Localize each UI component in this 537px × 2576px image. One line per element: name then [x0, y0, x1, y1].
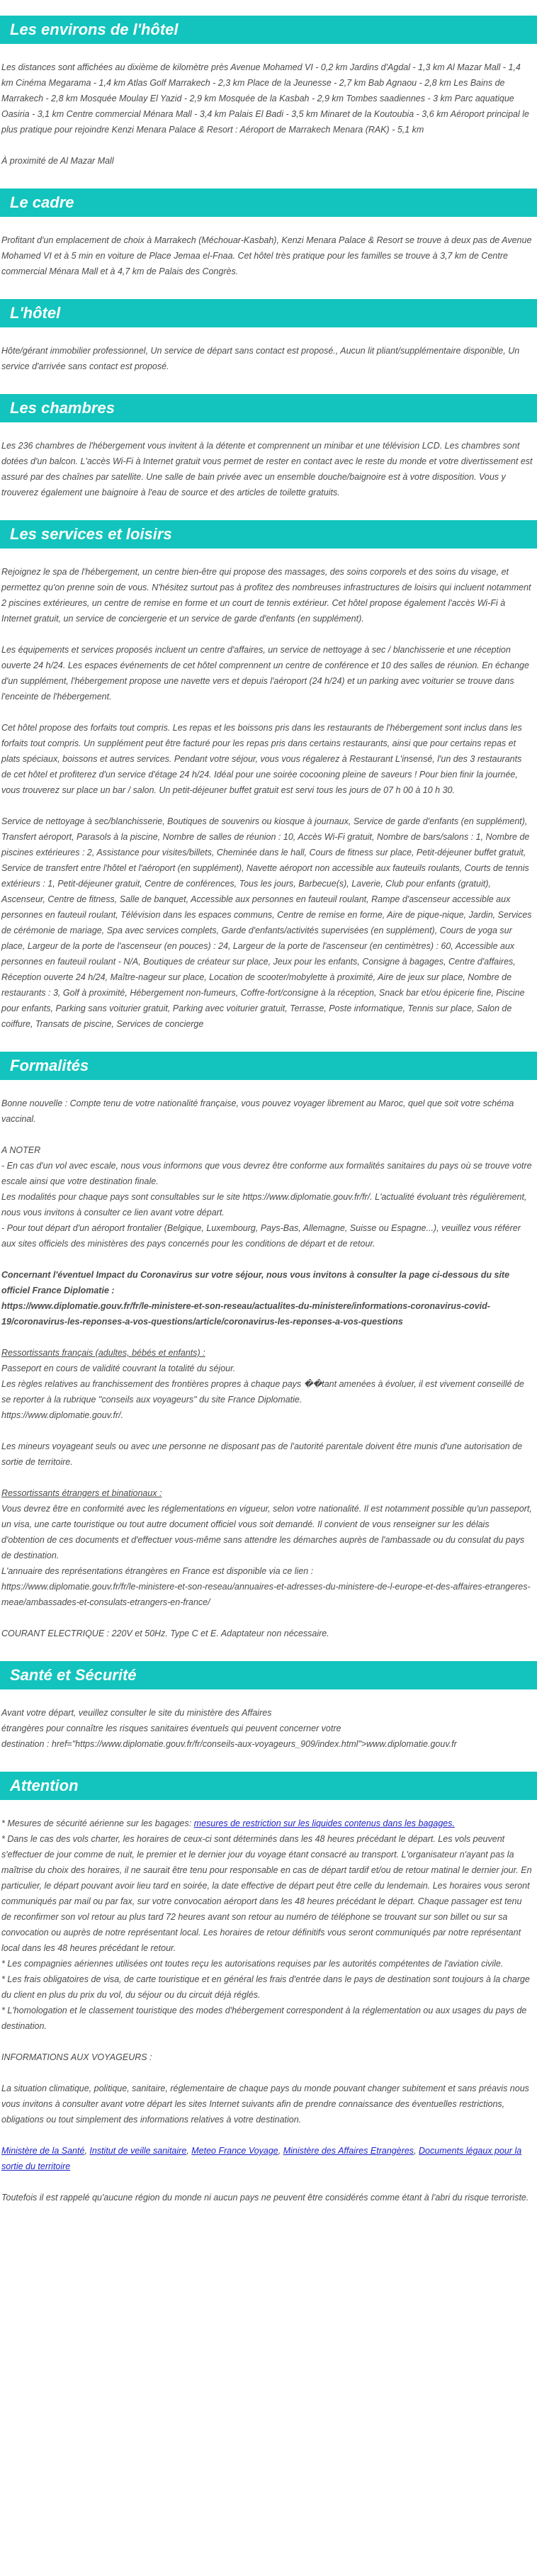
link-affaires-etrangeres[interactable]: Ministère des Affaires Etrangères — [283, 2146, 414, 2156]
link-meteo-france[interactable]: Meteo France Voyage — [191, 2146, 278, 2156]
section-chambres — [0, 394, 537, 500]
attention-info-text: La situation climatique, politique, sanitaire, réglementaire de chaque pays du monde pouvant changer subitement et sans préavis nous vous invitons à consulter avant votre départ les sites Internet suivants afin de prendre connaissance des éventuelles restrictions, obligations ou tout simplement des informations relatives à votre destination. — [1, 2083, 529, 2125]
formalites-note-text: - En cas d'un vol avec escale, nous vous informons que vous devrez être conforme aux formalités sanitaires du pays où se trouve votre escale ainsi que votre destination finale. Les modalités pour chaque pays sont consultables sur le site https://www.diplomatie.gouv.fr/fr/. L'actualité évoluant très régulièrement, nous vous invitons à consulter ce lien avant votre départ. - Pour tout départ d'un aéroport frontalier (Belgique, Luxembourg, Pays-Bas, Allemagne, Suisse ou Espagne...), veuillez vous référer aux sites officiels des ministères des pays concernés pour les conditions de départ et de retour. — [1, 1161, 532, 1249]
section-heading-hotel: L'hôtel — [0, 299, 537, 327]
attention-baggage-prefix: * Mesures de sécurité aérienne sur les bagages: — [1, 1818, 194, 1828]
sante-text: Avant votre départ, veuillez consulter le site du ministère des Affaires étrangères pour connaître les risques sanitaires éventuels qui peuvent concerner votre destination : href="https://www.diplomatie.gouv.fr/fr/conseils-aux-voyageurs_909/index.html">www.diplomatie.gouv.fr — [1, 1708, 457, 1749]
attention-links: Ministère de la Santé, Institut de veille sanitaire, Meteo France Voyage, Ministère des Affaires Etrangères, Documents légaux pour la sortie du territoire — [1, 2146, 522, 2171]
formalites-intro: Bonne nouvelle : Compte tenu de votre nationalité française, vous pouvez voyager librement au Maroc, quel que soit votre schéma vaccinal. — [1, 1098, 514, 1124]
section-cadre — [0, 189, 537, 279]
section-attention — [0, 1772, 537, 2205]
section-heading-cadre: Le cadre — [0, 189, 537, 217]
section-heading-chambres: Les chambres — [0, 394, 537, 422]
attention-info-title: INFORMATIONS AUX VOYAGEURS : — [1, 2052, 152, 2062]
section-heading-attention: Attention — [0, 1772, 537, 1800]
environs-proximity: À proximité de Al Mazar Mall — [1, 156, 114, 166]
section-hotel — [0, 299, 537, 374]
link-documents-legaux[interactable]: Documents légaux pour la sortie du territoire — [1, 2146, 522, 2171]
attention-baggage-line — [0, 1816, 537, 1831]
hotel-text: Hôte/gérant immobilier professionnel, Un service de départ sans contact est proposé., Aucun lit pliant/supplémentaire disponible, Un service d'arrivée sans contact est proposé. — [1, 346, 520, 371]
environs-text: Les distances sont affichées au dixième de kilomètre près Avenue Mohamed VI - 0,2 km Jardins d'Agdal - 1,3 km Al Mazar Mall - 1,4 km Cinéma Megarama - 1,4 km Atlas Golf Marrakech - 2,3 km Place de la Jeunesse - 2,7 km Bab Agnaou - 2,8 km Les Bains de Marrakech - 2,8 km Mosquée Moulay El Yazid - 2,9 km Mosquée de la Kasbah - 2,9 km Tombes saadiennes - 3 km Parc aquatique Oasiria - 3,1 km Centre commercial Ménara Mall - 3,4 km Palais El Badi - 3,5 km Minaret de la Koutoubia - 3,6 km Aéroport principal le plus pratique pour rejoindre Kenzi Menara Palace & Resort : Aéroport de Marrakech Menara (RAK) - 5,1 km — [1, 62, 529, 135]
cadre-text: Profitant d'un emplacement de choix à Marrakech (Méchouar-Kasbah), Kenzi Menara Palace & Resort se trouve à deux pas de Avenue Mohamed VI et à 5 min en voiture de Place Jemaa el-Fnaa. Cet hôtel très pratique pour les familles se trouve à 3,7 km de Centre commercial Ménara Mall et à 4,7 km de Palais des Congrès. — [1, 235, 532, 276]
link-veille-sanitaire[interactable]: Institut de veille sanitaire — [89, 2146, 187, 2156]
attention-final: Toutefois il est rappelé qu'aucune région du monde ni aucun pays ne peuvent être considérés comme étant à l'abri du risque terroriste. — [1, 2193, 529, 2203]
formalites-fr-text: Passeport en cours de validité couvrant la totalité du séjour. Les règles relatives au franchissement des frontières propres à chaque pays ��tant amenées à évoluer, il est vivement conseillé de se reporter à la rubrique "conseils aux voyageurs" du site France Diplomatie. https://www.diplomatie.gouv.fr/. — [1, 1363, 524, 1420]
services-dining-text: Cet hôtel propose des forfaits tout compris. Les repas et les boissons pris dans les restaurants de l'hébergement sont inclus dans les forfaits tout compris. Un supplément peut être facturé pour les repas pris dans certains restaurants, ainsi que pour certains repas et plats spéciaux, boissons et autres services. Pendant votre séjour, vous vous régalerez à Restaurant L'insensé, l'un des 3 restaurants de cet hôtel et profiterez d'un service d'étage 24 h/24. Idéal pour une soirée cocooning pleine de saveurs ! Pour bien finir la journée, vous trouverez sur place un bar / salon. Un petit-déjeuner buffet gratuit est servi tous les jours de 07 h 00 à 10 h 30. — [1, 723, 522, 795]
section-heading-services: Les services et loisirs — [0, 520, 537, 549]
formalites-fr-title: Ressortissants français (adultes, bébés et enfants) : — [1, 1348, 205, 1358]
section-environs — [0, 16, 537, 169]
formalites-etr-title: Ressortissants étrangers et binationaux : — [1, 1488, 162, 1498]
attention-details: * Dans le cas des vols charter, les horaires de ceux-ci sont déterminés dans les 48 heures précédant le départ. Les vols peuvent s'effectuer de jour comme de nuit, le premier et le dernier jour du voyage étant consacré au transport. L'organisateur n'ayant pas la maîtrise du choix des horaires, il ne saurait être tenu pour responsable en cas de départ tardif et/ou de retour matinal le dernier jour. En particulier, le départ pouvant avoir lieu tard en soirée, la date effective de départ peut être celle du lendemain. Les horaires vous seront communiqués par mail ou par fax, sur votre convocation aéroport dans les 48 heures précédant le départ. Chaque passager est tenu de reconfirmer son vol retour au plus tard 72 heures avant son retour au numéro de téléphone se trouvant sur son billet ou sur sa convocation ou auprès de notre représentant local. Les horaires de retour définitifs vous seront communiqués par notre représentant local dans les 48 heures précédant le retour. * Les compagnies aériennes utilisées ont toutes reçu les autorisations requises par les autorités compétentes de l'aviation civile. * Les frais obligatoires de visa, de carte touristique et en général les frais d'entrée dans le pays de destination sont toujours à la charge du client en plus du prix du vol, du séjour ou du circuit déjà réglés. * L'homologation et le classement touristique des modes d'hébergement correspondent à la réglementation ou aux usages du pays de destination. — [1, 1834, 532, 2031]
section-heading-environs: Les environs de l'hôtel — [0, 16, 537, 44]
section-heading-sante: Santé et Sécurité — [0, 1661, 537, 1689]
page — [0, 16, 537, 2234]
section-services — [0, 520, 537, 1032]
formalites-minors-text: Les mineurs voyageant seuls ou avec une personne ne disposant pas de l'autorité parentale doivent être munis d'une autorisation de sortie de territoire. — [1, 1441, 523, 1467]
section-sante — [0, 1661, 537, 1752]
link-ministere-sante[interactable]: Ministère de la Santé — [1, 2146, 85, 2156]
section-formalites — [0, 1052, 537, 1641]
formalites-electric: COURANT ELECTRIQUE : 220V et 50Hz. Type C et E. Adaptateur non nécessaire. — [1, 1629, 329, 1638]
liquid-restrictions-link[interactable]: mesures de restriction sur les liquides contenus dans les bagages. — [193, 1818, 455, 1828]
services-spa-text: Rejoignez le spa de l'hébergement, un centre bien-être qui propose des massages, des soins corporels et des soins du visage, et permettez qu'on prenne soin de vous. N'hésitez surtout pas à profitez des nombreuses infrastructures de loisirs qui incluent notamment 2 piscines extérieures, un centre de remise en forme et un court de tennis extérieur. Cet hôtel propose également l'accès Wi-Fi à Internet gratuit, un service de conciergerie et un service de garde d'enfants (en supplément). — [1, 567, 531, 624]
formalites-covid-text: Concernant l'éventuel Impact du Coronavirus sur votre séjour, nous vous invitons à consulter la page ci-dessous du site officiel France Diplomatie : https://www.diplomatie.gouv.fr/fr/le-ministere-et-son-reseau/actualites-du-ministere/informations-coronavirus-covid-19/coronavirus-les-reponses-a-vos-questions/article/coronavirus-les-reponses-a-vos-questions — [1, 1270, 510, 1327]
section-heading-formalites: Formalités — [0, 1052, 537, 1080]
chambres-text: Les 236 chambres de l'hébergement vous invitent à la détente et comprennent un minibar et une télévision LCD. Les chambres sont dotées d'un balcon. L'accès Wi-Fi à Internet gratuit vous permet de rester en contact avec le reste du monde et votre divertissement est assuré par des chaînes par satellite. Une salle de bain privée avec un ensemble douche/baignoire est à votre disposition. Vous y trouverez également une baignoire à l'eau de source et des articles de toilette gratuits. — [1, 441, 533, 497]
services-business-text: Les équipements et services proposés incluent un centre d'affaires, un service de nettoyage à sec / blanchisserie et une réception ouverte 24 h/24. Les espaces événements de cet hôtel comprennent un centre de conférence et 10 des salles de réunion. En échange d'un supplément, l'hébergement propose une navette vers et depuis l'aéroport (24 h/24) et un parking avec voiturier se trouve dans l'enceinte de l'hébergement. — [1, 645, 529, 702]
formalites-etr-text: Vous devrez être en conformité avec les réglementations en vigueur, selon votre nationalité. Il est notamment possible qu'un passeport, un visa, une carte touristique ou tout autre document officiel vous soit demandé. Il convient de vous renseigner sur les délais d'obtention de ces documents et d'effectuer vous-même sans attendre les démarches auprès de l'ambassade ou du consulat du pays de destination. L'annuaire des représentations étrangères en France est disponible via ce lien : https://www.diplomatie.gouv.fr/fr/le-ministere-et-son-reseau/annuaires-et-adresses-du-ministere-de-l-europe-et-des-affaires-etrangeres-meae/ambassades-et-consulats-etrangers-en-france/ — [1, 1504, 532, 1607]
services-amenities-list: Service de nettoyage à sec/blanchisserie, Boutiques de souvenirs ou kiosque à journaux, Service de garde d'enfants (en supplément), Transfert aéroport, Parasols à la piscine, Nombre de salles de réunion : 10, Accès Wi-Fi gratuit, Nombre de bars/salons : 1, Nombre de piscines extérieures : 2, Assistance pour visites/billets, Cheminée dans le hall, Cours de fitness sur place, Petit-déjeuner buffet gratuit, Service de transfert entre l'hôtel et l'aéroport (en supplément), Navette aéroport non accessible aux fauteuils roulants, Courts de tennis extérieurs : 1, Petit-déjeuner gratuit, Centre de conférences, Tous les jours, Barbecue(s), Laverie, Club pour enfants (gratuit), Ascenseur, Centre de fitness, Salle de banquet, Accessible aux personnes en fauteuil roulant, Rampe d'ascenseur accessible aux personnes en fauteuil roulant, Télévision dans les espaces communs, Centre de remise en forme, Aire de pique-nique, Jardin, Services de cérémonie de mariage, Spa avec services complets, Garde d'enfants/activités supervisées (en supplément), Cours de yoga sur place, Largeur de la porte de l'ascenseur (en pouces) : 24, Largeur de la porte de l'ascenseur (en centimètres) : 60, Accessible aux personnes en fauteuil roulant - N/A, Boutiques de créateur sur place, Jeux pour les enfants, Consigne à bagages, Centre d'affaires, Réception ouverte 24 h/24, Maître-nageur sur place, Location de scooter/mobylette à proximité, Aire de jeux sur place, Nombre de restaurants : 3, Golf à proximité, Hébergement non-fumeurs, Coffre-fort/consigne à la réception, Snack bar et/ou épicerie fine, Piscine pour enfants, Parking sans voiturier gratuit, Parking avec voiturier gratuit, Terrasse, Poste informatique, Tennis sur place, Salon de coiffure, Transats de piscine, Services de concierge — [1, 816, 532, 1029]
formalites-note-title: A NOTER — [1, 1145, 41, 1155]
